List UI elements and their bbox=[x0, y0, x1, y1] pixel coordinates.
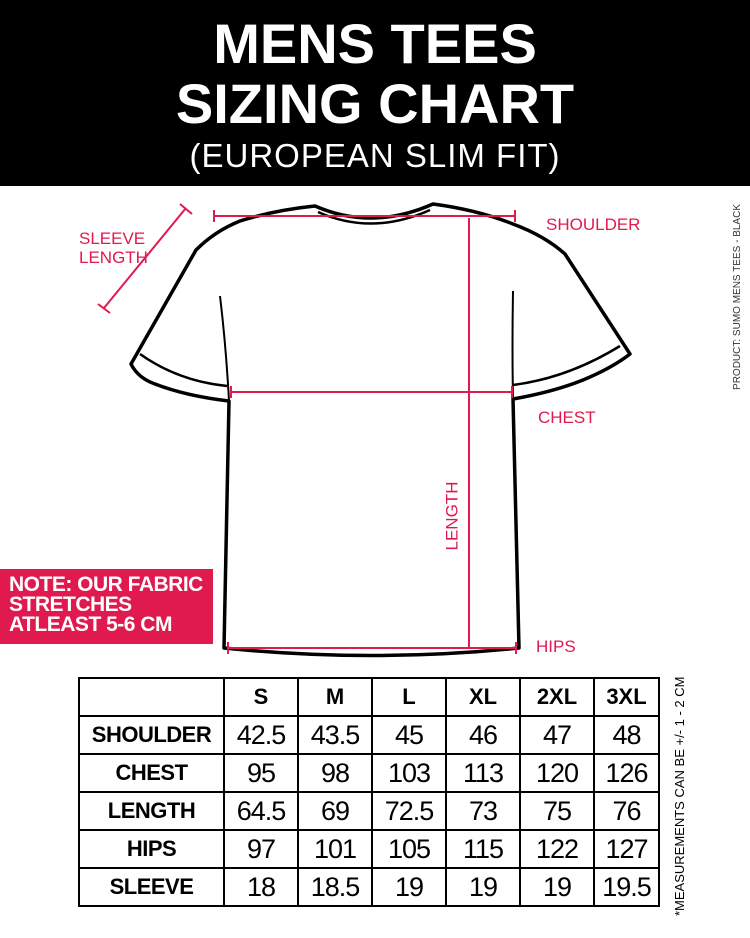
sleeve-label-line2: LENGTH bbox=[79, 248, 148, 267]
measurement-tolerance-note: *MEASUREMENTS CAN BE +/- 1 - 2 CM bbox=[672, 676, 687, 916]
table-cell: 19.5 bbox=[594, 868, 659, 906]
size-header: M bbox=[298, 678, 372, 716]
page-title-line1: MENS TEES bbox=[213, 12, 537, 75]
sleeve-label-line1: SLEEVE bbox=[79, 229, 146, 248]
chest-label: CHEST bbox=[538, 408, 596, 427]
sleeve-measure-tick-bottom bbox=[98, 304, 110, 313]
table-header-row bbox=[79, 678, 659, 716]
fabric-stretch-note bbox=[0, 569, 213, 644]
table-cell: 19 bbox=[520, 868, 594, 906]
table-cell: 46 bbox=[446, 716, 520, 754]
table-cell: 95 bbox=[224, 754, 298, 792]
page-subtitle: (EUROPEAN SLIM FIT) bbox=[189, 137, 561, 174]
note-line1: NOTE: OUR FABRIC bbox=[9, 573, 203, 596]
row-label: HIPS bbox=[79, 830, 224, 868]
table-row bbox=[79, 830, 659, 868]
table-cell: 76 bbox=[594, 792, 659, 830]
table-cell: 45 bbox=[372, 716, 446, 754]
table-cell: 64.5 bbox=[224, 792, 298, 830]
table-cell: 48 bbox=[594, 716, 659, 754]
row-label: CHEST bbox=[79, 754, 224, 792]
size-chart-table bbox=[78, 677, 660, 907]
table-cell: 122 bbox=[520, 830, 594, 868]
table-cell: 115 bbox=[446, 830, 520, 868]
table-cell: 75 bbox=[520, 792, 594, 830]
table-cell: 97 bbox=[224, 830, 298, 868]
table-cell: 18.5 bbox=[298, 868, 372, 906]
table-row bbox=[79, 868, 659, 906]
table-cell: 19 bbox=[446, 868, 520, 906]
hips-label: HIPS bbox=[536, 637, 576, 656]
size-header: 3XL bbox=[594, 678, 659, 716]
size-header: S bbox=[224, 678, 298, 716]
table-cell: 126 bbox=[594, 754, 659, 792]
table-cell: 42.5 bbox=[224, 716, 298, 754]
row-label: LENGTH bbox=[79, 792, 224, 830]
table-row bbox=[79, 754, 659, 792]
header-banner bbox=[0, 0, 750, 186]
note-line3: ATLEAST 5-6 CM bbox=[9, 613, 172, 636]
note-line2: STRETCHES bbox=[9, 593, 132, 616]
table-cell: 113 bbox=[446, 754, 520, 792]
table-cell: 127 bbox=[594, 830, 659, 868]
table-cell: 120 bbox=[520, 754, 594, 792]
table-cell: 19 bbox=[372, 868, 446, 906]
size-header: L bbox=[372, 678, 446, 716]
table-cell: 18 bbox=[224, 868, 298, 906]
right-underarm-seam bbox=[513, 291, 514, 399]
table-cell: 69 bbox=[298, 792, 372, 830]
table-cell: 73 bbox=[446, 792, 520, 830]
size-header: 2XL bbox=[520, 678, 594, 716]
table-cell: 98 bbox=[298, 754, 372, 792]
table-row bbox=[79, 792, 659, 830]
size-header: XL bbox=[446, 678, 520, 716]
row-label: SHOULDER bbox=[79, 716, 224, 754]
sleeve-length-label bbox=[79, 229, 148, 267]
table-corner-cell bbox=[79, 678, 224, 716]
page-title-line2: SIZING CHART bbox=[175, 72, 575, 135]
shoulder-label: SHOULDER bbox=[546, 215, 641, 234]
table-cell: 47 bbox=[520, 716, 594, 754]
product-note: PRODUCT: SUMO MENS TEES - BLACK bbox=[732, 204, 743, 390]
length-label: LENGTH bbox=[442, 481, 462, 551]
table-cell: 105 bbox=[372, 830, 446, 868]
table-cell: 43.5 bbox=[298, 716, 372, 754]
table-cell: 101 bbox=[298, 830, 372, 868]
table-row bbox=[79, 716, 659, 754]
row-label: SLEEVE bbox=[79, 868, 224, 906]
table-cell: 103 bbox=[372, 754, 446, 792]
table-cell: 72.5 bbox=[372, 792, 446, 830]
